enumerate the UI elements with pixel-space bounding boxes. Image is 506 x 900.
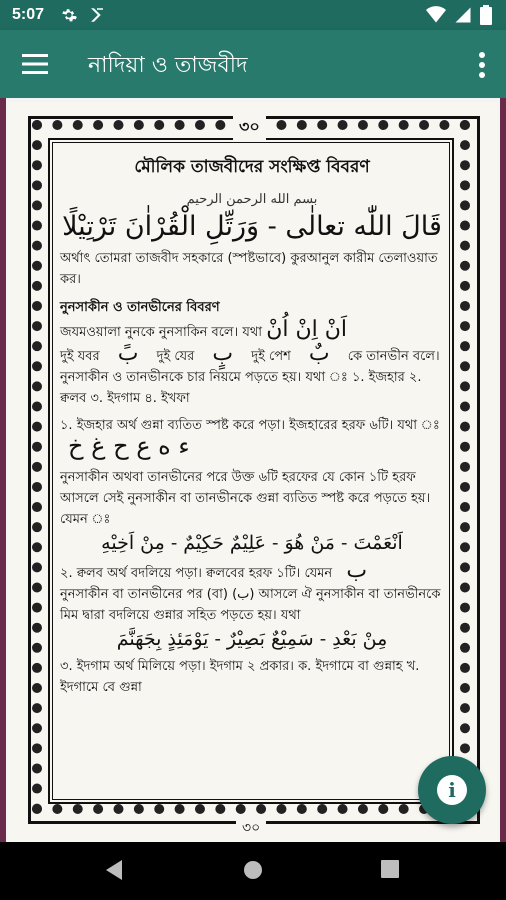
izhar-rule: নুনসাকীন অথবা তানভীনের পরে উক্ত ৬টি হরফের যে কোন ১টি হরফ আসলে সেই নুনসাকীন বা তানভীনকে গুন্না ব্যতিত স্পষ্ট করে পড়তে হয়। যেমন ঃ: [60, 470, 431, 527]
page-content: [60, 150, 444, 698]
signal-icon: [454, 6, 472, 24]
quran-verse: قَالَ اللّٰه تعالٰى - وَرَتِّلِ الْقُرْاٰنَ تَرْتِيْلًا: [62, 211, 442, 242]
two-pesh-arabic: بٌ: [308, 341, 330, 366]
page-number-bottom: ৩০: [236, 816, 266, 840]
two-zabar-text: দুই যবর: [60, 349, 100, 364]
two-pesh-text: দুই পেশ: [251, 349, 291, 364]
navigation-bar: [0, 842, 506, 900]
two-zabar-arabic: بً: [117, 341, 139, 366]
hamburger-menu-icon[interactable]: [22, 53, 48, 75]
page-number-top: ৩০: [233, 114, 266, 141]
two-zer-arabic: بٍ: [212, 341, 234, 366]
nun-sakin-line: [60, 319, 444, 343]
play-protect-icon: [88, 6, 106, 24]
scanned-page: [8, 102, 498, 842]
qalb-line: [60, 560, 444, 584]
tanween-line: [60, 343, 444, 367]
qalb-text: ২. ক্বলব অর্থ বদলিয়ে পড়া। ক্বলবের হরফ ১টি। যেমন: [60, 566, 333, 581]
page-edge-right: [500, 98, 506, 842]
app-title: নাদিয়া ও তাজবীদ: [88, 53, 248, 78]
gear-icon: [60, 6, 78, 24]
status-time: 5:07: [12, 6, 45, 23]
qalb-example: مِنْ بَعْدِ - سَمِيْعٌ بَصِيْرٌ - يَوْمَئِذٍ بِجَهَنَّمَ: [116, 628, 388, 650]
four-rules-text: নুনসাকীন ও তানভীনকে চার নিয়মে পড়তে হয়। যথা ঃ ১. ইজহার ২. ক্বলব ৩. ইদগাম ৪. ইখফা: [60, 370, 422, 406]
info-button[interactable]: [418, 756, 486, 824]
page-edge-left: [0, 98, 6, 842]
battery-icon: [480, 5, 492, 25]
nun-sakin-text: জযমওয়ালা নুনকে নুনসাকিন বলে। যথা: [60, 325, 263, 340]
back-triangle-icon[interactable]: [104, 859, 124, 881]
translation-text: অর্থাৎ তোমরা তাজবীদ সহকারে (স্পষ্টভাবে) কুরআনুল কারীম তেলাওয়াত কর।: [60, 251, 438, 287]
izhar-text: ১. ইজহার অর্থ গুন্না ব্যতিত স্পষ্ট করে পড়া। ইজহারের হরফ ৬টি। যথা ঃ: [60, 418, 440, 433]
bismillah-calligraphy: بسم الله الرحمن الرحيم: [186, 192, 318, 207]
izhar-example: اَنْعَمْتَ - مَنْ هُوَ - عَلِيْمٌ حَكِيْمٌ - مِنْ اَخِيْهِ: [101, 532, 403, 554]
info-icon: i: [437, 775, 467, 805]
tanween-definition-text: কে তানভীন বলে।: [347, 349, 440, 364]
qalb-letter: ب: [346, 558, 368, 583]
page-heading: মৌলিক তাজবীদের সংক্ষিপ্ত বিবরণ: [134, 157, 370, 177]
two-zer-text: দুই যের: [156, 349, 195, 364]
more-vert-icon[interactable]: [478, 52, 486, 78]
wifi-icon: [426, 6, 446, 24]
recents-square-icon[interactable]: [380, 859, 400, 879]
izhar-letters: ء ه ع ح غ خ: [68, 432, 190, 460]
app-bar: [0, 30, 506, 98]
section-title: নুনসাকীন ও তানভীনের বিবরণ: [60, 300, 220, 315]
home-circle-icon[interactable]: [242, 859, 264, 881]
izhar-line: [60, 415, 444, 461]
status-bar: [0, 0, 506, 30]
idgham-text: ৩. ইদগাম অর্থ মিলিয়ে পড়া। ইদগাম ২ প্রকার। ক. ইদগামে বা গুন্নাহ খ. ইদগামে বে গুন্না: [60, 659, 420, 695]
nun-sakin-arabic: اَنْ اِنْ اُنْ: [266, 317, 348, 342]
page-viewer[interactable]: [0, 98, 506, 842]
qalb-rule: নুনসাকীন বা তানভীনের পর (বা) (ب) আসলে ঐ নুনসাকীন বা তানভীনকে মিম দ্বারা বদলিয়ে গুন্নার সহিত পড়তে হয়। যথা: [60, 587, 441, 623]
